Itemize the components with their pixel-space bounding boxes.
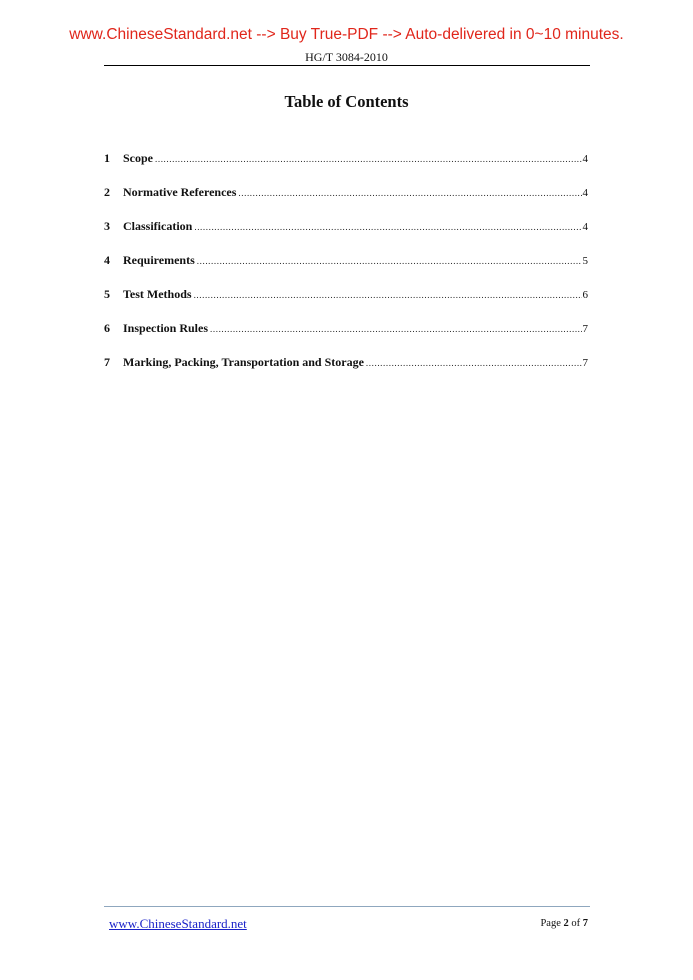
toc-entry-classification[interactable] [104, 219, 588, 253]
toc-entry-label: Test Methods [123, 287, 192, 301]
document-id-header: HG/T 3084-2010 [305, 50, 388, 64]
toc-entry-number: 4 [104, 253, 110, 267]
footer-divider [104, 906, 590, 907]
toc-entry-page: 4 [582, 221, 588, 233]
toc-entry-normative-references[interactable] [104, 185, 588, 219]
toc-dot-leader [197, 256, 582, 266]
page-total: 7 [582, 918, 588, 929]
toc-list [104, 151, 588, 389]
toc-title: Table of Contents [284, 92, 409, 111]
toc-entry-number: 5 [104, 287, 110, 301]
toc-entry-page: 6 [582, 289, 588, 301]
footer-website-link[interactable]: www.ChineseStandard.net [109, 916, 247, 931]
toc-dot-leader [194, 222, 581, 232]
toc-entry-number: 3 [104, 219, 110, 233]
header-divider [104, 65, 590, 66]
toc-entry-inspection-rules[interactable] [104, 321, 588, 355]
toc-entry-number: 1 [104, 151, 110, 165]
toc-dot-leader [155, 154, 582, 164]
promo-banner-link[interactable]: www.ChineseStandard.net --> Buy True-PDF --> Auto-delivered in 0~10 minutes. [69, 26, 624, 43]
page-prefix: Page [540, 918, 561, 929]
toc-dot-leader [194, 290, 582, 300]
toc-entry-page: 4 [582, 187, 588, 199]
toc-entry-number: 6 [104, 321, 110, 335]
toc-dot-leader [366, 358, 582, 368]
toc-entry-page: 7 [582, 357, 588, 369]
toc-entry-number: 2 [104, 185, 110, 199]
page-current: 2 [563, 918, 569, 929]
toc-entry-label: Inspection Rules [123, 321, 209, 335]
toc-dot-leader [238, 188, 581, 198]
toc-dot-leader [210, 324, 581, 334]
toc-entry-test-methods[interactable] [104, 287, 588, 321]
toc-entry-requirements[interactable] [104, 253, 588, 287]
toc-entry-label: Marking, Packing, Transportation and Storage [123, 355, 364, 369]
toc-entry-label: Normative References [123, 185, 237, 199]
page-indicator [540, 918, 588, 929]
toc-entry-label: Scope [123, 151, 153, 165]
toc-entry-page: 7 [582, 323, 588, 335]
toc-entry-label: Classification [123, 219, 193, 233]
toc-entry-scope[interactable] [104, 151, 588, 185]
toc-entry-number: 7 [104, 355, 110, 369]
page-of: of [571, 918, 581, 929]
toc-entry-page: 5 [582, 255, 588, 267]
toc-entry-label: Requirements [123, 253, 195, 267]
toc-entry-page: 4 [582, 153, 588, 165]
toc-entry-marking-packing[interactable] [104, 355, 588, 389]
